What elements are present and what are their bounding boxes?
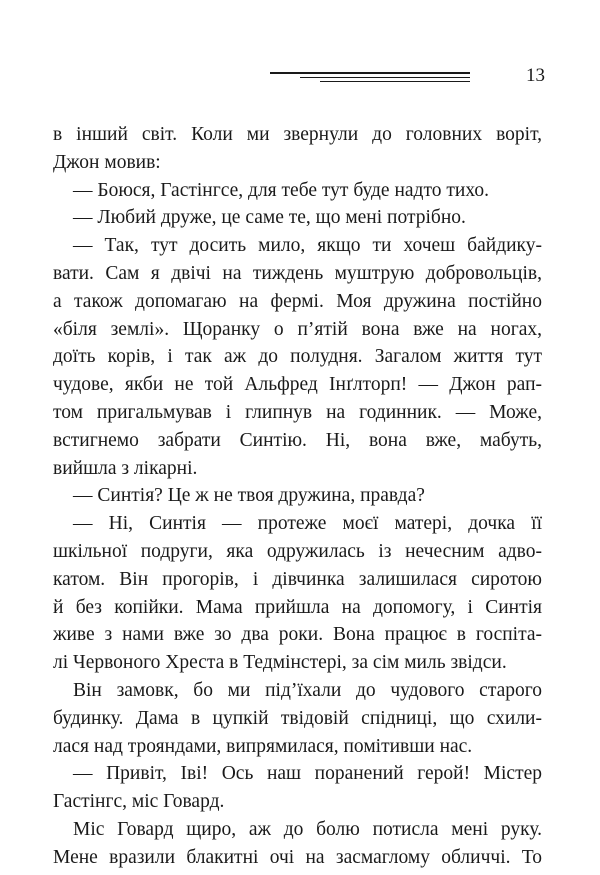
- text-line: чудове, якби не той Альфред Інґлторп! — Джон рап-: [53, 374, 542, 396]
- text-line: й без копійки. Мама прийшла на допомогу, і Синтія: [53, 596, 542, 618]
- paragraph: [53, 816, 542, 872]
- text-line: — Боюся, Гастінгсе, для тебе тут буде надто тихо.: [73, 179, 489, 201]
- text-line: Гастінгс, міс Говард.: [53, 791, 225, 813]
- text-line: Мене вразили блакитні очі на засмаглому обличчі. То: [53, 846, 542, 868]
- text-line: лі Червоного Хреста в Тедмінстері, за сім миль звідси.: [53, 652, 507, 674]
- text-line: а також допомагаю на фермі. Моя дружина постійно: [53, 290, 542, 312]
- text-line: встигнемо забрати Синтію. Ні, вона вже, мабуть,: [53, 429, 542, 451]
- text-line: доїть корів, і так аж до полудня. Загалом життя тут: [53, 346, 542, 368]
- header-rule-thin: [300, 77, 470, 78]
- text-line: будинку. Дама в цупкій твідовій спідниці, що схили-: [53, 707, 542, 729]
- text-line: том пригальмував і глипнув на годинник. — Може,: [53, 401, 542, 423]
- text-line: Він замовк, бо ми під’їхали до чудового старого: [73, 679, 542, 701]
- text-line: вийшла з лікарні.: [53, 457, 198, 479]
- text-line: катом. Він прогорів, і дівчинка залишилася сиротою: [53, 568, 542, 590]
- paragraph: [53, 677, 542, 760]
- text-line: — Так, тут досить мило, якщо ти хочеш байдику-: [73, 235, 542, 257]
- paragraph: [53, 204, 542, 232]
- text-line: — Привіт, Іві! Ось наш поранений герой! Містер: [73, 763, 542, 785]
- text-line: Джон мовив:: [53, 151, 161, 173]
- header-rule-thin: [320, 81, 470, 82]
- paragraph: [53, 121, 542, 177]
- text-line: — Любий друже, це саме те, що мені потрібно.: [73, 207, 466, 229]
- paragraph: [53, 177, 542, 205]
- text-line: — Синтія? Це ж не твоя дружина, правда?: [73, 485, 425, 507]
- text-line: Міс Говард щиро, аж до болю потисла мені руку.: [73, 818, 542, 840]
- page-header: [0, 62, 600, 92]
- body-text: [53, 121, 542, 872]
- paragraph: [53, 232, 542, 482]
- page-number: 13: [526, 65, 545, 86]
- paragraph: [53, 482, 542, 510]
- paragraph: [53, 760, 542, 816]
- text-line: «біля землі». Щоранку о п’ятій вона вже на ногах,: [53, 318, 542, 340]
- header-rule-thick: [270, 72, 470, 74]
- text-line: в інший світ. Коли ми звернули до головних воріт,: [53, 124, 542, 145]
- text-line: лася над трояндами, випрямилася, помітивши нас.: [53, 735, 473, 757]
- text-line: — Ні, Синтія — протеже моєї матері, дочка її: [73, 513, 542, 535]
- text-line: шкільної подруги, яка одружилась із нечесним адво-: [53, 540, 542, 562]
- text-line: живе з нами вже зо два роки. Вона працює в госпіта-: [53, 624, 542, 646]
- text-line: вати. Сам я двічі на тиждень муштрую добровольців,: [53, 262, 542, 284]
- paragraph: [53, 510, 542, 677]
